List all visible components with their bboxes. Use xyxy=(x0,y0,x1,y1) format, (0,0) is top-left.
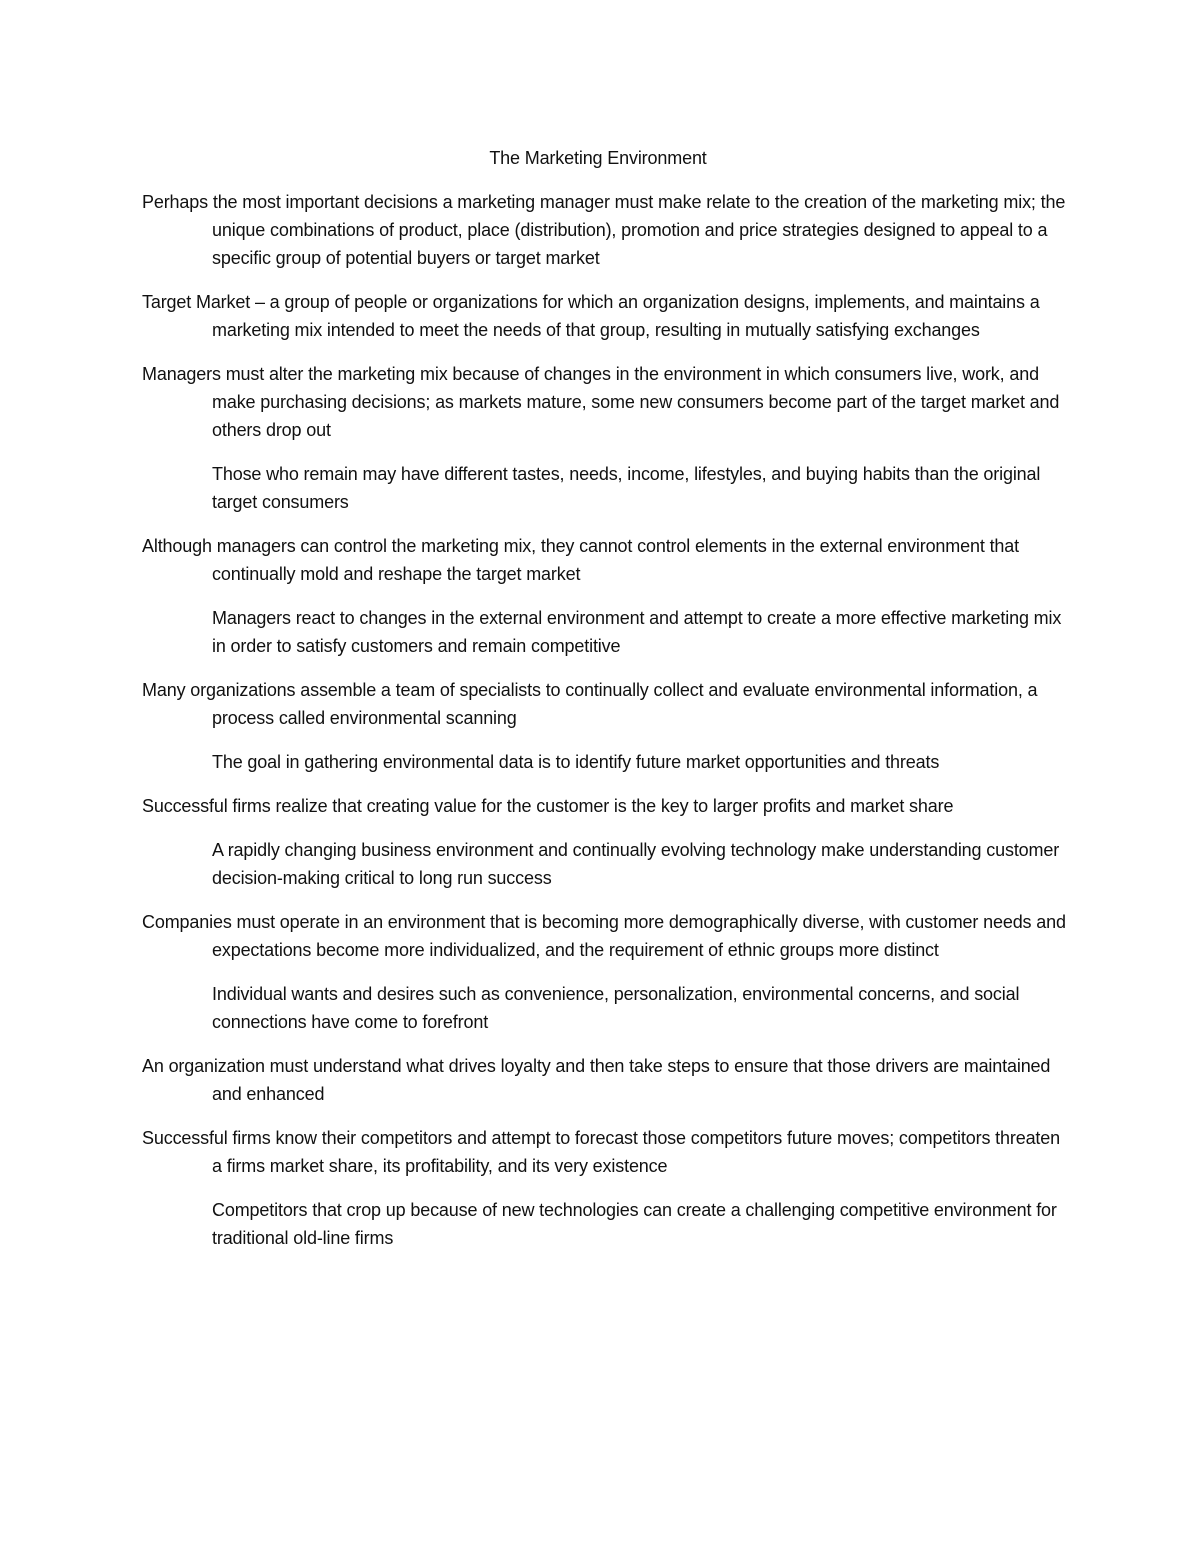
page-title: The Marketing Environment xyxy=(489,148,707,168)
paragraph: An organization must understand what drives loyalty and then take steps to ensure that those drivers are maintained and enhanced xyxy=(142,1056,1051,1104)
sub-paragraph: Those who remain may have different tastes, needs, income, lifestyles, and buying habits than the original target consumers xyxy=(212,464,1041,512)
paragraph: Successful firms realize that creating value for the customer is the key to larger profits and market share xyxy=(142,796,954,816)
paragraph: Managers must alter the marketing mix because of changes in the environment in which consumers live, work, and make purchasing decisions; as markets mature, some new consumers become part of the target market and others drop out xyxy=(142,364,1060,440)
sub-paragraph: Managers react to changes in the external environment and attempt to create a more effective marketing mix in order to satisfy customers and remain competitive xyxy=(212,608,1062,656)
paragraph: Successful firms know their competitors and attempt to forecast those competitors future moves; competitors threaten a firms market share, its profitability, and its very existence xyxy=(142,1128,1061,1176)
sub-paragraph: Competitors that crop up because of new technologies can create a challenging competitive environment for traditional old-line firms xyxy=(212,1200,1057,1248)
sub-paragraph: Individual wants and desires such as convenience, personalization, environmental concerns, and social connections have come to forefront xyxy=(212,984,1020,1032)
paragraph: Companies must operate in an environment that is becoming more demographically diverse, with customer needs and expectations become more individualized, and the requirement of ethnic groups more distinct xyxy=(142,912,1066,960)
paragraph: Although managers can control the marketing mix, they cannot control elements in the external environment that continually mold and reshape the target market xyxy=(142,536,1019,584)
sub-paragraph: The goal in gathering environmental data is to identify future market opportunities and threats xyxy=(212,752,940,772)
paragraph: Target Market – a group of people or organizations for which an organization designs, implements, and maintains a marketing mix intended to meet the needs of that group, resulting in mutually satisfying exchanges xyxy=(142,292,1040,340)
paragraph: Perhaps the most important decisions a marketing manager must make relate to the creation of the marketing mix; the unique combinations of product, place (distribution), promotion and price strategies designed to appeal to a specific group of potential buyers or target market xyxy=(142,192,1066,268)
paragraph: Many organizations assemble a team of specialists to continually collect and evaluate environmental information, a process called environmental scanning xyxy=(142,680,1038,728)
document-body xyxy=(142,144,1072,1268)
sub-paragraph: A rapidly changing business environment and continually evolving technology make understanding customer decision-making critical to long run success xyxy=(212,840,1060,888)
